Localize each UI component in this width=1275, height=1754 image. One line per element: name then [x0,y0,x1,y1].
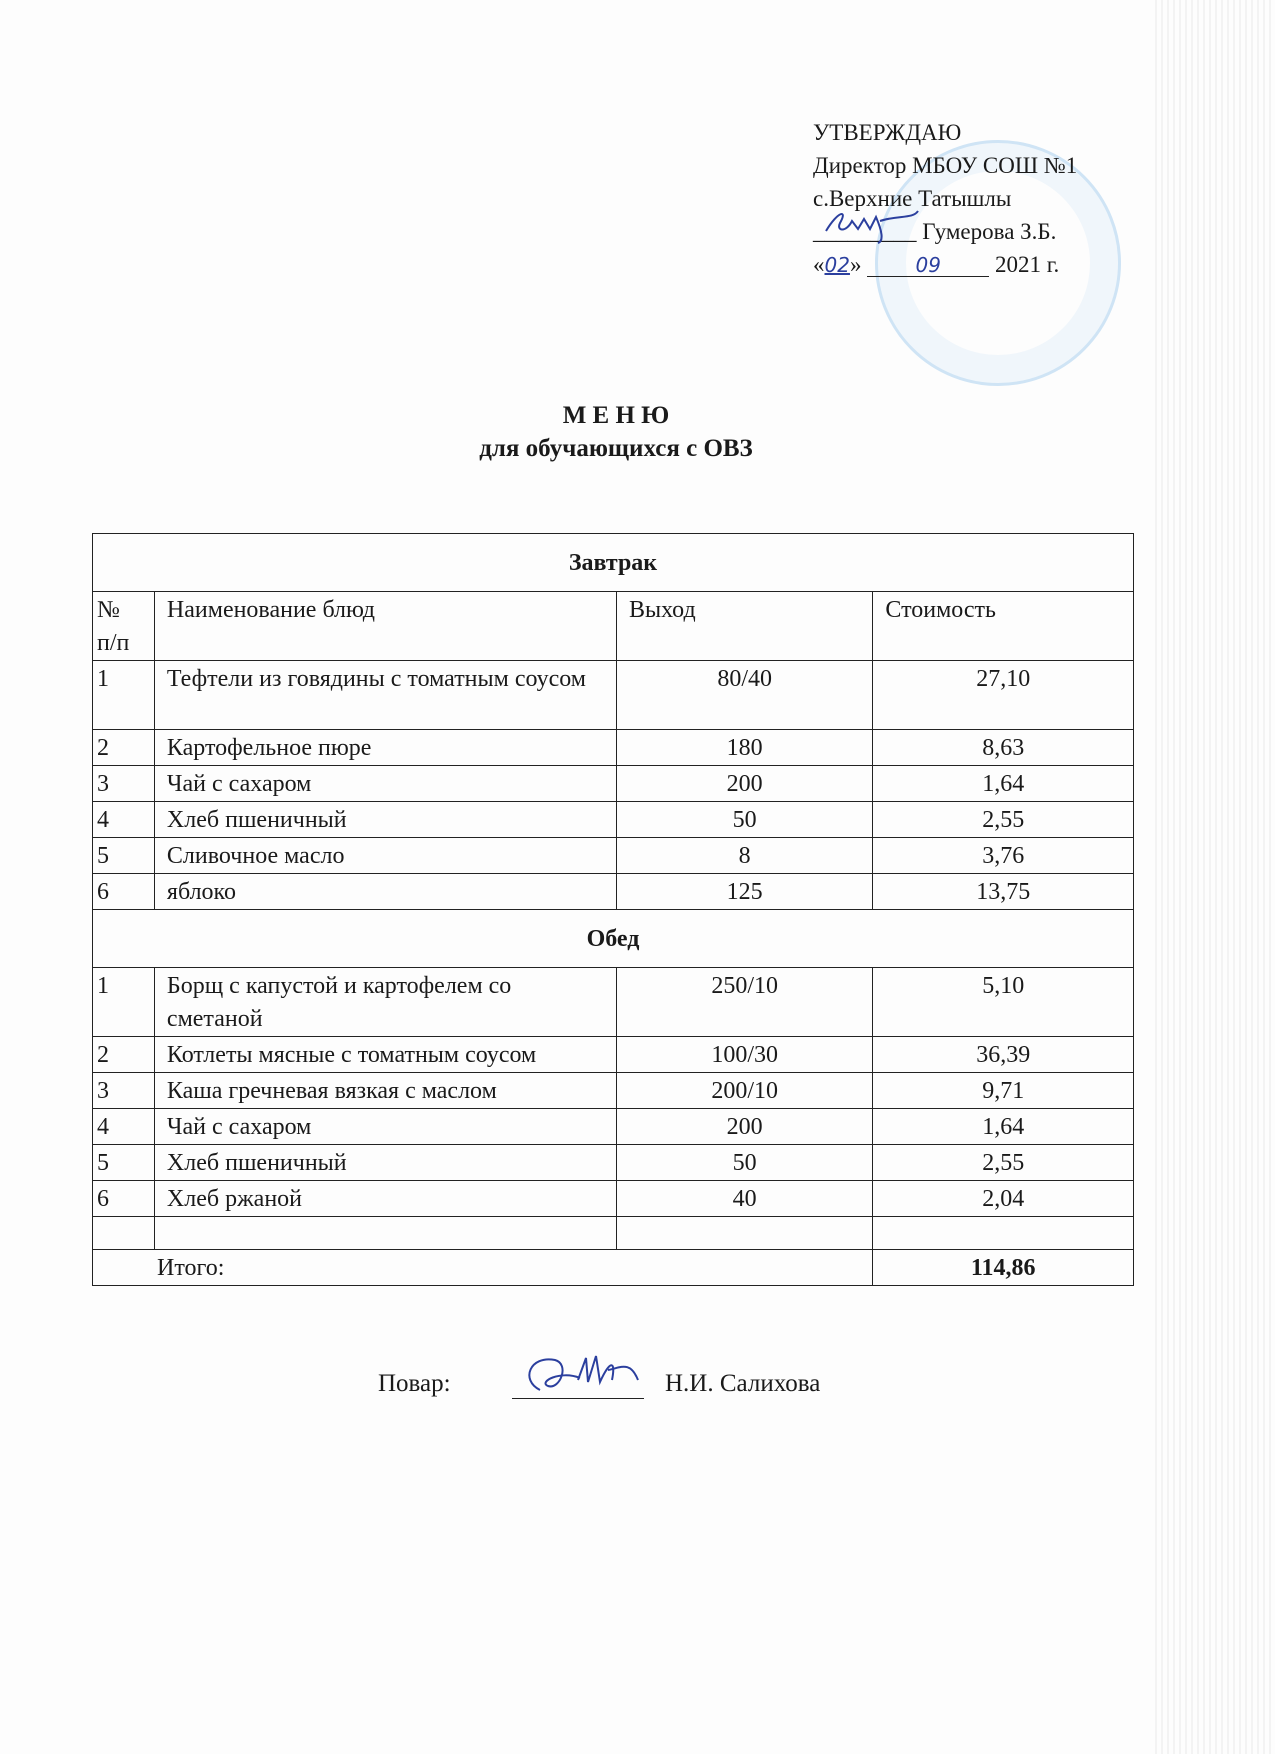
dish-price: 13,75 [873,874,1134,910]
dish-name: Тефтели из говядины с томатным соусом [154,661,616,730]
row-number: 4 [93,802,155,838]
dish-yield: 50 [616,1145,872,1181]
table-row [93,1109,1134,1145]
dish-price: 5,10 [873,968,1134,1037]
cook-signature [520,1350,650,1400]
price-header: Стоимость [873,592,1134,661]
approval-position: Директор МБОУ СОШ №1 [813,153,1078,178]
date-day: 02 [824,253,850,277]
total-label: Итого: [93,1250,873,1286]
empty-cell [93,1217,155,1250]
row-number: 6 [93,1181,155,1217]
row-number: 4 [93,1109,155,1145]
dish-yield: 50 [616,802,872,838]
scan-artifact [1155,0,1275,1754]
dish-name: Хлеб ржаной [154,1181,616,1217]
section-row-breakfast [93,534,1134,592]
dish-yield: 180 [616,730,872,766]
table-row [93,1145,1134,1181]
dish-name: Чай с сахаром [154,1109,616,1145]
dish-name: Картофельное пюре [154,730,616,766]
table-row [93,838,1134,874]
table-row [93,766,1134,802]
table-row [93,661,1134,730]
row-number: 5 [93,838,155,874]
dish-price: 36,39 [873,1037,1134,1073]
dish-price: 27,10 [873,661,1134,730]
total-row [93,1250,1134,1286]
table-row [93,968,1134,1037]
dish-yield: 250/10 [616,968,872,1037]
dish-yield: 80/40 [616,661,872,730]
table-row [93,1073,1134,1109]
page-subtitle: для обучающихся с ОВЗ [479,435,753,462]
empty-row [93,1217,1134,1250]
approval-location: с.Верхние Татышлы [813,186,1012,211]
dish-name: Каша гречневая вязкая с маслом [154,1073,616,1109]
row-number: 2 [93,1037,155,1073]
dish-name: Чай с сахаром [154,766,616,802]
row-number: 6 [93,874,155,910]
dish-yield: 125 [616,874,872,910]
dish-yield: 200 [616,1109,872,1145]
row-number: 1 [93,661,155,730]
row-number: 5 [93,1145,155,1181]
dish-name: Сливочное масло [154,838,616,874]
table-row [93,730,1134,766]
cook-label: Повар: [378,1370,451,1397]
dish-price: 9,71 [873,1073,1134,1109]
dish-name-header: Наименование блюд [154,592,616,661]
empty-cell [616,1217,872,1250]
dish-name: яблоко [154,874,616,910]
dish-name: Котлеты мясные с томатным соусом [154,1037,616,1073]
dish-price: 8,63 [873,730,1134,766]
date-year: 2021 г. [994,252,1060,277]
section-title-breakfast: Завтрак [93,534,1134,592]
section-row-lunch [93,910,1134,968]
approval-date: «02» 09 2021 г. [813,252,1060,277]
page-title: М Е Н Ю [562,402,670,429]
dish-price: 2,55 [873,802,1134,838]
row-number: 3 [93,766,155,802]
dish-yield: 200 [616,766,872,802]
yield-header: Выход [616,592,872,661]
dish-price: 2,04 [873,1181,1134,1217]
empty-cell [154,1217,616,1250]
director-name: Гумерова З.Б. [922,219,1057,244]
approval-heading: УТВЕРЖДАЮ [813,120,962,145]
approval-block [813,116,1077,282]
number-header: № п/п [93,592,155,661]
total-value: 114,86 [873,1250,1134,1286]
menu-table [92,533,1134,1286]
table-row [93,802,1134,838]
approval-signature-line: _________ Гумерова З.Б. [813,215,1077,248]
dish-price: 1,64 [873,1109,1134,1145]
dish-yield: 40 [616,1181,872,1217]
row-number: 1 [93,968,155,1037]
row-number: 2 [93,730,155,766]
dish-yield: 8 [616,838,872,874]
table-row [93,874,1134,910]
dish-yield: 200/10 [616,1073,872,1109]
date-month: 09 [867,254,989,277]
section-title-lunch: Обед [93,910,1134,968]
dish-name: Хлеб пшеничный [154,802,616,838]
table-row [93,1181,1134,1217]
dish-name: Хлеб пшеничный [154,1145,616,1181]
cook-name: Н.И. Салихова [665,1370,821,1397]
table-row [93,1037,1134,1073]
dish-name: Борщ с капустой и картофелем со сметаной [154,968,616,1037]
empty-cell [873,1217,1134,1250]
dish-price: 2,55 [873,1145,1134,1181]
dish-yield: 100/30 [616,1037,872,1073]
dish-price: 3,76 [873,838,1134,874]
header-row [93,592,1134,661]
row-number: 3 [93,1073,155,1109]
director-signature [818,201,928,245]
dish-price: 1,64 [873,766,1134,802]
